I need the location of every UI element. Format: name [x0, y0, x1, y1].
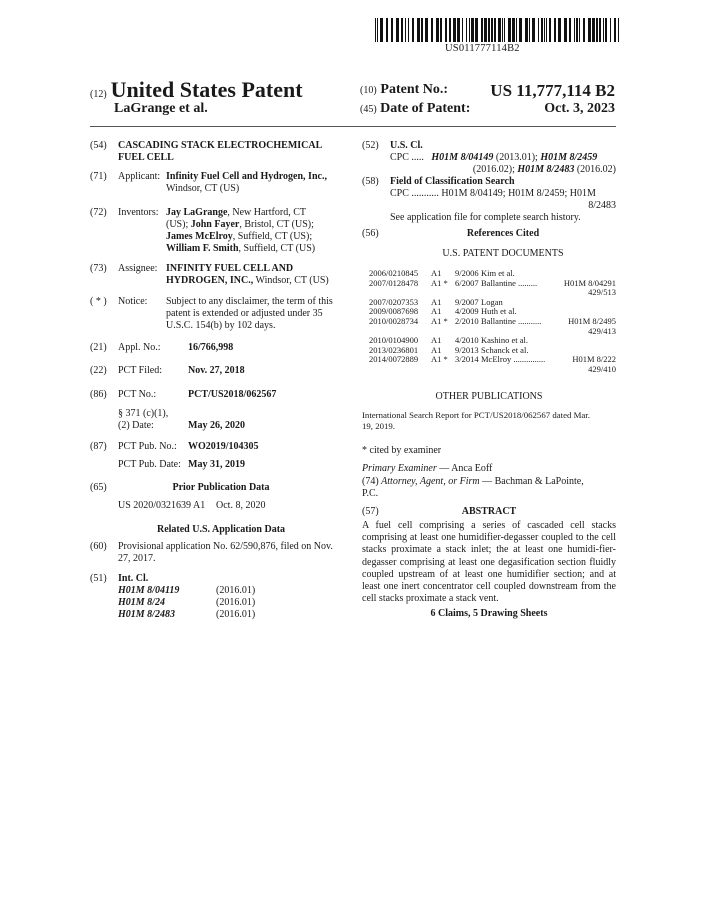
- ref-number: 2010/0104900: [369, 335, 419, 346]
- cpc-version: (2016.02): [574, 164, 616, 175]
- applicant-name: Infinity Fuel Cell and Hydrogen, Inc.,: [166, 171, 327, 182]
- barcode: [375, 18, 625, 42]
- reference-row: [369, 355, 616, 365]
- inventors-label: Inventors:: [118, 207, 159, 218]
- pct-pub-no-label: PCT Pub. No.:: [118, 441, 177, 452]
- attorney-name: — Bachman & LaPointe,: [479, 476, 584, 487]
- barcode-bar: [453, 18, 456, 42]
- reference-row: [369, 279, 616, 289]
- ref-kind: A1 *: [431, 315, 448, 326]
- ref-number: 2007/0128478: [369, 277, 419, 288]
- barcode-bar: [488, 18, 490, 42]
- barcode-bar: [564, 18, 567, 42]
- header-divider: [90, 126, 616, 127]
- attorney-name-cont: P.C.: [362, 488, 379, 499]
- code-72: (72): [90, 207, 107, 218]
- cpc-version: (2013.01);: [493, 152, 541, 163]
- barcode-bar: [412, 18, 414, 42]
- ref-date: 2/2010: [455, 315, 479, 326]
- int-cl-field: [90, 573, 255, 621]
- code-74: (74): [362, 476, 382, 487]
- related-app-heading: Related U.S. Application Data: [156, 524, 286, 535]
- inventor-location: , Bristol, CT (US);: [239, 219, 314, 230]
- assignee-label: Assignee:: [118, 263, 158, 274]
- inventor-name: John Fayer: [190, 219, 240, 230]
- ref-date: 6/2007: [455, 277, 479, 288]
- barcode-bar: [484, 18, 487, 42]
- assignee-name-cont: HYDROGEN, INC.,: [166, 275, 254, 286]
- patent-number-label: Patent No.:: [380, 82, 449, 97]
- prior-pub-heading: Prior Publication Data: [172, 482, 270, 493]
- barcode-bar: [425, 18, 428, 42]
- int-cl-version: (2016.01): [216, 597, 256, 608]
- barcode-bar: [519, 18, 522, 42]
- barcode-bar: [391, 18, 393, 42]
- code-22: (22): [90, 365, 107, 376]
- ref-class: [555, 298, 616, 308]
- ref-kind: A1: [431, 335, 442, 346]
- ref-class: [555, 336, 616, 346]
- ref-class: H01M 8/222: [572, 354, 616, 365]
- inventor-location: , Suffield, CT (US);: [232, 231, 313, 242]
- barcode-bar: [440, 18, 442, 42]
- prior-pub-row: [118, 500, 265, 512]
- int-cl-item: [118, 597, 255, 609]
- code-12: (12): [90, 89, 107, 100]
- barcode-bar: [396, 18, 399, 42]
- invention-title-line2: FUEL CELL: [118, 152, 174, 163]
- barcode-bar: [529, 18, 530, 42]
- barcode-bar: [504, 18, 505, 42]
- ref-us-class: 429/410: [588, 363, 616, 374]
- inventor-location: , New Hartford, CT: [227, 207, 306, 218]
- pct-filed-value: Nov. 27, 2018: [188, 365, 245, 376]
- ref-inventor: Logan: [481, 296, 503, 307]
- pct-pub-date-label: PCT Pub. Date:: [118, 459, 181, 470]
- pct-pub-field: [90, 441, 259, 453]
- pct-pub-date-row: [118, 459, 245, 471]
- code-notice: ( * ): [90, 296, 107, 307]
- field-search-cpc: CPC ........... H01M 8/04149; H01M 8/2459; H01M: [390, 188, 596, 199]
- provisional-text: 27, 2017.: [118, 553, 156, 564]
- patent-number: US 11,777,114 B2: [490, 81, 615, 100]
- patent-title-header: [90, 77, 303, 103]
- code-57: (57): [362, 506, 379, 517]
- ref-inventor: McElroy ...............: [481, 354, 546, 365]
- primary-examiner: [362, 463, 492, 475]
- pct-no-label: PCT No.:: [118, 389, 157, 400]
- s371-label: § 371 (c)(1),: [118, 408, 169, 419]
- int-cl-class: H01M 8/04119: [118, 585, 180, 596]
- pct-pub-no-value: WO2019/104305: [188, 441, 259, 452]
- barcode-bar: [421, 18, 423, 42]
- barcode-bar: [466, 18, 467, 42]
- field-search-cpc-cont: 8/2483: [588, 200, 616, 211]
- s371-date-row: [118, 420, 245, 432]
- code-60: (60): [90, 541, 107, 552]
- ref-number: 2014/0072889: [369, 354, 419, 365]
- barcode-bar: [576, 18, 578, 42]
- barcode-bar: [475, 18, 478, 42]
- ref-number: 2006/0210845: [369, 268, 419, 278]
- ref-number: 2007/0207353: [369, 296, 419, 307]
- barcode-bar: [583, 18, 585, 42]
- provisional-field: [90, 541, 333, 565]
- applicant-field: [90, 171, 327, 195]
- ref-number: 2010/0028734: [369, 315, 419, 326]
- examiner-name: — Anca Eoff: [436, 463, 493, 474]
- code-58: (58): [362, 176, 379, 187]
- barcode-bar: [498, 18, 501, 42]
- barcode-bar: [532, 18, 535, 42]
- ref-inventor: Huth et al.: [481, 306, 517, 317]
- barcode-bar: [541, 18, 543, 42]
- ref-us-class: 429/513: [588, 287, 616, 298]
- cpc-label: CPC .....: [390, 152, 424, 163]
- claims-summary: 6 Claims, 5 Drawing Sheets: [430, 608, 548, 619]
- code-52: (52): [362, 140, 379, 151]
- ref-inventor: Schanck et al.: [481, 344, 529, 355]
- field-search-field: [362, 176, 616, 224]
- us-cl-label: U.S. Cl.: [390, 140, 423, 151]
- barcode-bar: [614, 18, 616, 42]
- cpc-class: H01M 8/04149: [431, 152, 494, 163]
- code-86: (86): [90, 389, 107, 400]
- notice-field: [90, 296, 344, 332]
- reference-row: [369, 317, 616, 327]
- notice-text: U.S.C. 154(b) by 102 days.: [166, 320, 276, 331]
- ref-class: H01M 8/04291: [563, 277, 616, 288]
- prior-pub-number: US 2020/0321639 A1: [118, 500, 206, 511]
- int-cl-version: (2016.01): [216, 609, 256, 620]
- other-pubs-heading: OTHER PUBLICATIONS: [435, 391, 543, 402]
- inventor-name: Jay LaGrange: [166, 207, 228, 218]
- int-cl-class: H01M 8/2483: [118, 609, 175, 620]
- ref-date: 9/2006: [455, 268, 479, 278]
- ref-number: 2013/0236801: [369, 344, 419, 355]
- abstract-heading: ABSTRACT: [461, 506, 517, 517]
- barcode-bar: [386, 18, 388, 42]
- cpc-class: H01M 8/2459: [540, 152, 598, 163]
- ref-date: 9/2007: [455, 296, 479, 307]
- assignee-location: Windsor, CT (US): [253, 275, 329, 286]
- applicant-label: Applicant:: [118, 171, 161, 182]
- barcode-number: US011777114B2: [445, 43, 520, 54]
- barcode-bar: [554, 18, 556, 42]
- int-cl-label: Int. Cl.: [118, 573, 149, 584]
- barcode-bar: [544, 18, 545, 42]
- assignee-name: INFINITY FUEL CELL AND: [166, 263, 294, 274]
- ref-kind: A1: [431, 268, 442, 278]
- ref-date: 3/2014: [455, 354, 479, 365]
- applicant-location: Windsor, CT (US): [166, 183, 240, 194]
- appl-no-value: 16/766,998: [188, 342, 234, 353]
- ref-inventor: Kim et al.: [481, 268, 515, 278]
- other-pub-text: 19, 2019.: [362, 421, 395, 431]
- code-21: (21): [90, 342, 107, 353]
- barcode-bar: [569, 18, 571, 42]
- barcode-bar: [592, 18, 595, 42]
- ref-kind: A1: [431, 344, 442, 355]
- barcode-bar: [538, 18, 539, 42]
- field-search-label: Field of Classification Search: [390, 176, 515, 187]
- examiner-label: Primary Examiner: [362, 463, 437, 474]
- barcode-bar: [549, 18, 551, 42]
- barcode-bar: [603, 18, 604, 42]
- barcode-bar: [512, 18, 515, 42]
- inventor-location: , Suffield, CT (US): [238, 243, 316, 254]
- ref-kind: A1 *: [431, 354, 448, 365]
- ref-kind: A1: [431, 306, 442, 317]
- barcode-bar: [599, 18, 601, 42]
- us-patent-docs-heading: U.S. PATENT DOCUMENTS: [442, 248, 564, 259]
- barcode-bar: [471, 18, 474, 42]
- code-65: (65): [90, 482, 107, 493]
- barcode-bar: [445, 18, 447, 42]
- abstract-text: A fuel cell comprising a series of cascaded cell stacks comprising at least one humidifier-degasser coupled to the cell stacks proximate a stack inlet; the at least one humidi-fier-degasser comprising at least one degasification section fluidly coupled upstream of at least one humidifier section; and at least one inert concentrator cell coupled downstream from the cell stacks proximate a stack vent.: [362, 520, 616, 605]
- barcode-bar: [462, 18, 463, 42]
- appl-no-field: [90, 342, 233, 354]
- code-56: (56): [362, 228, 379, 239]
- notice-text: patent is extended or adjusted under 35: [166, 308, 323, 319]
- patent-number-row: [360, 81, 615, 101]
- search-history-note: See application file for complete search history.: [390, 212, 581, 223]
- barcode-bar: [525, 18, 528, 42]
- assignee-field: [90, 263, 329, 287]
- barcode-bar: [405, 18, 406, 42]
- patent-date: Oct. 3, 2023: [544, 101, 615, 116]
- barcode-bar: [605, 18, 607, 42]
- barcode-bar: [436, 18, 439, 42]
- notice-label: Notice:: [118, 296, 148, 307]
- inventors-short: LaGrange et al.: [114, 101, 208, 116]
- barcode-bar: [491, 18, 493, 42]
- document-type-title: United States Patent: [110, 77, 303, 102]
- cpc-class: H01M 8/2483: [517, 164, 575, 175]
- ref-number: 2009/0087698: [369, 306, 419, 317]
- barcode-bar: [618, 18, 619, 42]
- pct-filed-field: [90, 365, 245, 377]
- code-87: (87): [90, 441, 107, 452]
- barcode-bar: [558, 18, 561, 42]
- barcode-bar: [546, 18, 547, 42]
- date-label: Date of Patent:: [380, 101, 471, 116]
- inventor-name: William F. Smith: [166, 243, 239, 254]
- ref-inventor: Ballantine ...........: [481, 315, 542, 326]
- code-10: (10): [360, 85, 377, 96]
- barcode-bar: [610, 18, 611, 42]
- ref-kind: A1: [431, 296, 442, 307]
- barcode-bar: [494, 18, 496, 42]
- barcode-bar: [588, 18, 591, 42]
- barcode-bar: [508, 18, 511, 42]
- ref-inventor: Kashino et al.: [481, 335, 528, 346]
- appl-no-label: Appl. No.:: [118, 342, 161, 353]
- references-table: [369, 269, 616, 375]
- notice-text: Subject to any disclaimer, the term of this: [166, 296, 333, 307]
- barcode-bar: [457, 18, 460, 42]
- barcode-bar: [579, 18, 580, 42]
- prior-pub-date: Oct. 8, 2020: [216, 500, 266, 511]
- barcode-bar: [380, 18, 383, 42]
- barcode-bar: [469, 18, 470, 42]
- barcode-bar: [596, 18, 598, 42]
- barcode-bar: [574, 18, 575, 42]
- int-cl-item: [118, 585, 255, 597]
- inventor-name: James McElroy: [166, 231, 233, 242]
- s371-date-label: (2) Date:: [118, 420, 154, 431]
- pct-no-value: PCT/US2018/062567: [188, 389, 277, 400]
- pct-no-field: [90, 389, 276, 401]
- pct-pub-date: May 31, 2019: [188, 459, 245, 470]
- inventors-field: [90, 207, 315, 255]
- patent-date-row: [360, 101, 615, 117]
- barcode-bar: [481, 18, 483, 42]
- attorney-label: Attorney, Agent, or Firm: [381, 476, 480, 487]
- s371-date: May 26, 2020: [188, 420, 245, 431]
- references-heading: References Cited: [466, 228, 540, 239]
- barcode-bar: [417, 18, 420, 42]
- barcode-bar: [431, 18, 433, 42]
- int-cl-version: (2016.01): [216, 585, 256, 596]
- barcode-bar: [401, 18, 403, 42]
- other-pub-text: International Search Report for PCT/US2018/062567 dated Mar.: [362, 410, 590, 420]
- ref-date: 4/2010: [455, 335, 479, 346]
- ref-class: H01M 8/2495: [568, 315, 616, 326]
- us-cl-field: [362, 140, 616, 176]
- barcode-bar: [449, 18, 451, 42]
- inventor-country: (US);: [166, 219, 191, 230]
- code-71: (71): [90, 171, 107, 182]
- reference-row-cont: [369, 365, 616, 375]
- ref-kind: A1 *: [431, 277, 448, 288]
- code-73: (73): [90, 263, 107, 274]
- ref-date: 9/2013: [455, 344, 479, 355]
- ref-us-class: 429/413: [588, 325, 616, 336]
- pct-filed-label: PCT Filed:: [118, 365, 162, 376]
- code-45: (45): [360, 104, 377, 115]
- invention-title-line1: CASCADING STACK ELECTROCHEMICAL: [118, 140, 323, 151]
- cpc-version: (2016.02);: [472, 164, 518, 175]
- code-51: (51): [90, 573, 107, 584]
- attorney: [362, 476, 616, 500]
- ref-inventor: Ballantine .........: [481, 277, 538, 288]
- other-pubs-entry: [362, 410, 616, 432]
- provisional-text: Provisional application No. 62/590,876, filed on Nov.: [118, 541, 333, 552]
- barcode-bar: [377, 18, 378, 42]
- barcode-bar: [408, 18, 409, 42]
- ref-date: 4/2009: [455, 306, 479, 317]
- int-cl-class: H01M 8/24: [118, 597, 165, 608]
- title-field: [90, 140, 322, 164]
- code-54: (54): [90, 140, 107, 151]
- barcode-bar: [516, 18, 517, 42]
- barcode-bar: [375, 18, 376, 42]
- cited-by-examiner-note: * cited by examiner: [362, 445, 442, 456]
- barcode-bar: [502, 18, 503, 42]
- int-cl-item: [118, 609, 255, 621]
